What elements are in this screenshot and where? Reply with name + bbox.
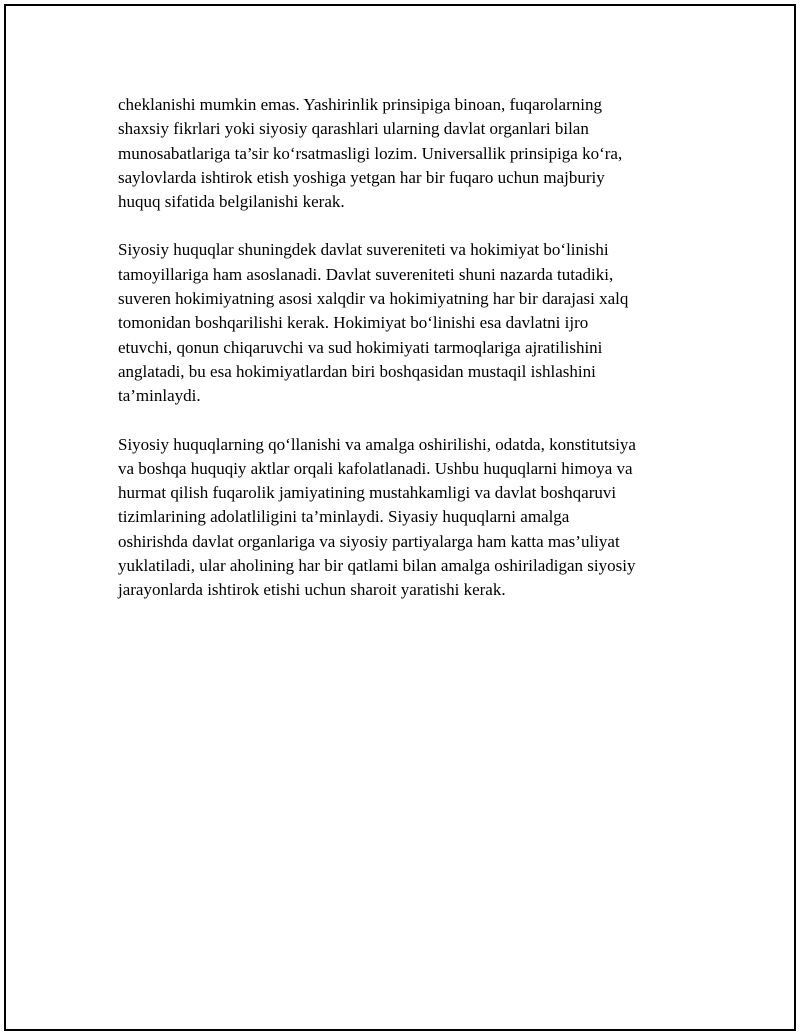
text-line: ta’minlaydi.	[118, 386, 201, 406]
document-body	[118, 93, 698, 627]
text-line: cheklanishi mumkin emas. Yashirinlik prinsipiga binoan, fuqarolarning	[118, 95, 602, 114]
text-line: shaxsiy fikrlari yoki siyosiy qarashlari ularning davlat organlari bilan	[118, 119, 589, 139]
text-line: huquq sifatida belgilanishi kerak.	[118, 192, 345, 212]
text-line: tomonidan boshqarilishi kerak. Hokimiyat bo‘linishi esa davlatni ijro	[118, 313, 589, 333]
paragraph-1	[118, 93, 698, 214]
text-line: Siyosiy huquqlar shuningdek davlat suvereniteti va hokimiyat bo‘linishi	[118, 240, 609, 260]
text-line: hurmat qilish fuqarolik jamiyatining mustahkamligi va davlat boshqaruvi	[118, 483, 617, 503]
text-line: anglatadi, bu esa hokimiyatlardan biri boshqasidan mustaqil ishlashini	[118, 361, 596, 381]
paragraph-3	[118, 433, 698, 603]
paragraph-2	[118, 238, 698, 408]
text-line: jarayonlarda ishtirok etishi uchun sharoit yaratishi kerak.	[118, 580, 506, 600]
text-line: tizimlarining adolatliligini ta’minlaydi. Siyasiy huquqlarni amalga	[118, 507, 570, 527]
text-line: yuklatiladi, ular aholining har bir qatlami bilan amalga oshiriladigan siyosiy	[118, 556, 636, 576]
text-line: munosabatlariga ta’sir ko‘rsatmasligi lozim. Universallik prinsipiga ko‘ra,	[118, 143, 623, 163]
text-line: suveren hokimiyatning asosi xalqdir va hokimiyatning har bir darajasi xalq	[118, 289, 629, 309]
text-line: etuvchi, qonun chiqaruvchi va sud hokimiyati tarmoqlariga ajratilishini	[118, 337, 603, 357]
text-line: Siyosiy huquqlarning qo‘llanishi va amalga oshirilishi, odatda, konstitutsiya	[118, 434, 636, 454]
text-line: saylovlarda ishtirok etish yoshiga yetgan har bir fuqaro uchun majburiy	[118, 167, 605, 187]
text-line: tamoyillariga ham asoslanadi. Davlat suvereniteti shuni nazarda tutadiki,	[118, 264, 614, 284]
text-line: va boshqa huquqiy aktlar orqali kafolatlanadi. Ushbu huquqlarni himoya va	[118, 458, 633, 478]
text-line: oshirishda davlat organlariga va siyosiy partiyalarga ham katta mas’uliyat	[118, 531, 620, 551]
